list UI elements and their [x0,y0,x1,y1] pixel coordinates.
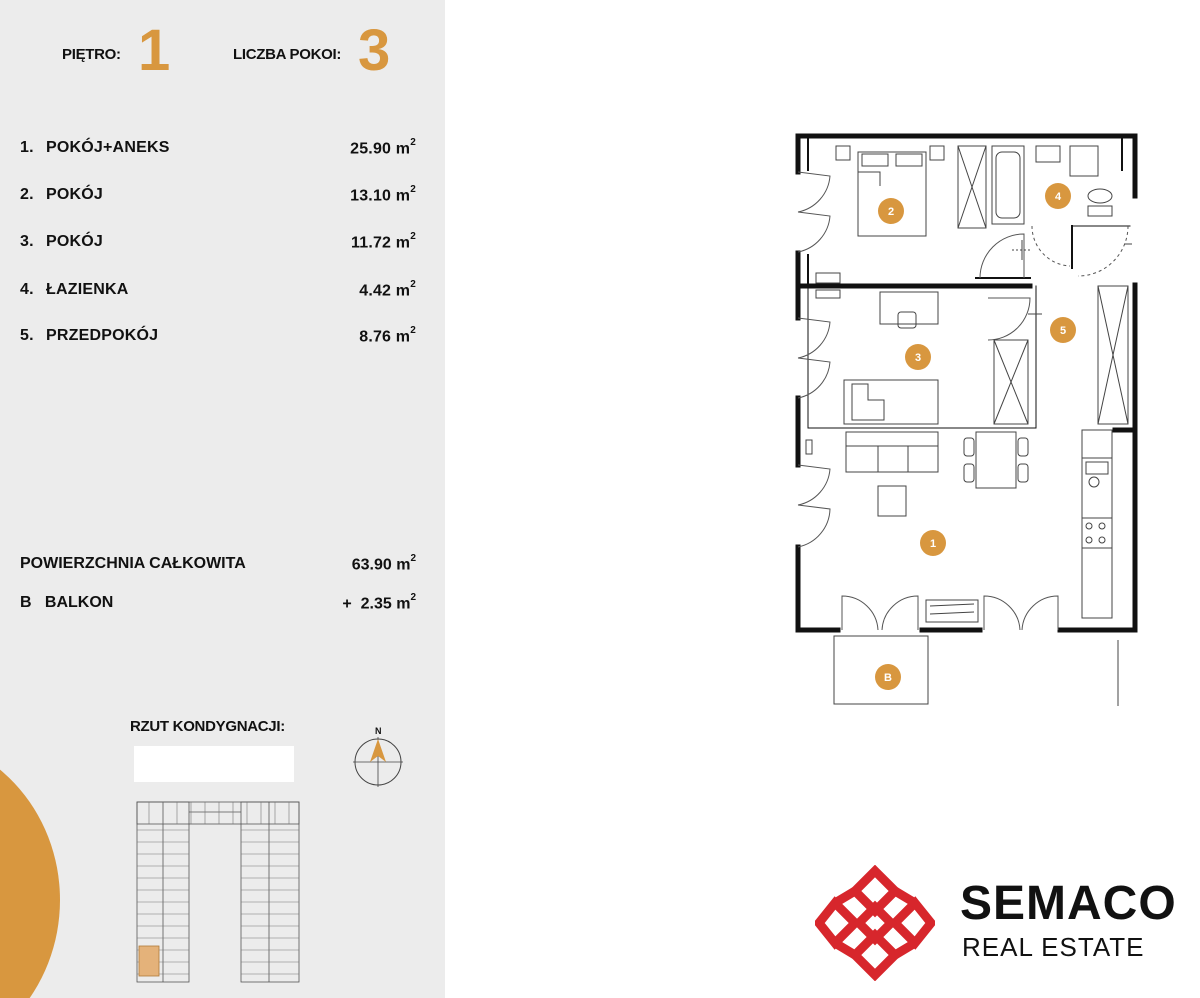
brand-tagline: REAL ESTATE [962,932,1145,962]
rooms-count-value: 3 [358,18,391,83]
room-area: 25.90 $m^2$ [350,137,416,158]
brand-name: SEMACO [960,877,1177,930]
room-area: 8.76 $m^2$ [359,325,416,346]
room-row-2 [20,186,416,208]
compass-icon [352,724,406,788]
total-area-row [20,555,416,577]
room-area: 4.42 $m^2$ [359,279,416,300]
room-index: 4. [20,281,34,298]
compass-north-label: N [375,726,382,736]
room-row-5 [20,327,416,349]
room-row-1 [20,139,416,161]
room-badge-2: 2 [887,206,895,218]
total-area-label: POWIERZCHNIA CAŁKOWITA [20,555,246,572]
room-name: ŁAZIENKA [46,281,129,298]
building-site-plan [133,800,303,986]
info-panel [0,0,445,998]
room-index: 5. [20,327,34,344]
apartment-highlight [139,946,159,976]
room-name: POKÓJ [46,186,104,203]
room-row-4 [20,281,416,303]
balcony-row [20,594,416,616]
total-area-value: 63.90 $m^2$ [351,553,416,574]
balcony-label: B BALKON [20,594,114,611]
room-badge-3: 3 [914,352,922,364]
room-badge-1: 1 [929,538,937,550]
room-area: 13.10 $m^2$ [350,184,416,205]
room-name: POKÓJ [46,233,104,250]
room-badge-5: 5 [1059,325,1067,337]
semaco-logo-icon [815,865,935,981]
floor-value: 1 [138,18,171,83]
floor-plan-heading: RZUT KONDYGNACJI: [130,718,285,735]
room-badge-4: 4 [1054,191,1062,203]
rooms-count-label: LICZBA POKOI: [233,46,342,63]
room-index: 3. [20,233,34,250]
decorative-orange-circle [0,735,60,998]
room-badge-balcony: B [884,672,892,684]
room-name: POKÓJ+ANEKS [46,139,170,156]
room-index: 2. [20,186,34,203]
balcony-area-value: + 2.35 $m^2$ [342,592,416,613]
room-area: 11.72 $m^2$ [351,231,416,252]
room-index: 1. [20,139,34,156]
apartment-floor-plan [790,130,1150,710]
floor-label: PIĘTRO: [62,46,121,63]
room-row-3 [20,233,416,255]
room-name: PRZEDPOKÓJ [46,327,159,344]
floor-plan-blank-box [134,746,294,782]
